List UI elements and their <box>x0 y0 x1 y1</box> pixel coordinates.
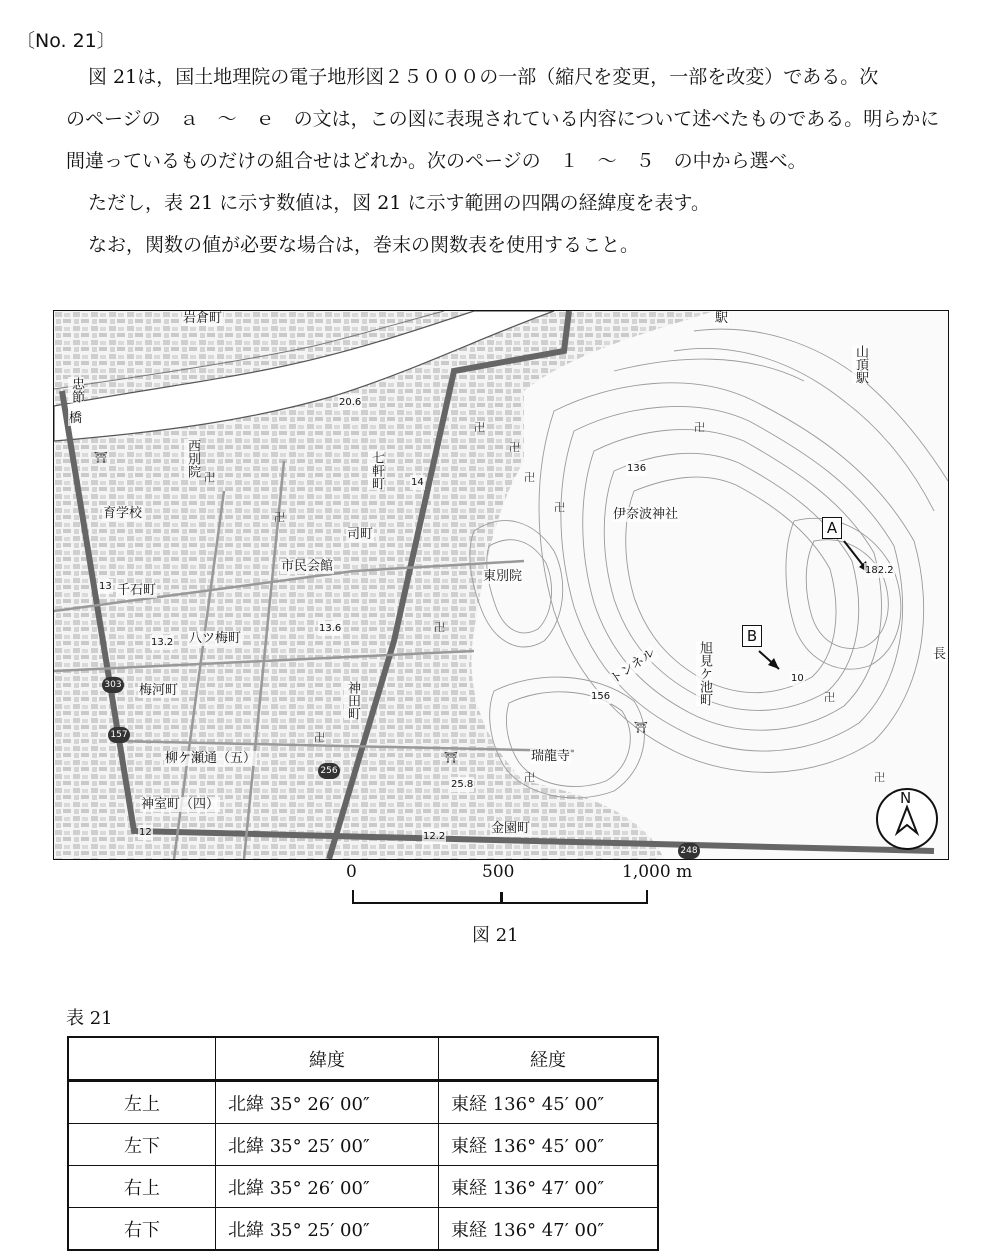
map-label-zuiryuji: 瑞龍寺 <box>531 749 571 764</box>
svg-text:卍: 卍 <box>524 471 535 484</box>
map-label-naga: 長 <box>933 647 947 662</box>
route-badge-303: 303 <box>102 677 124 693</box>
map-drawing <box>54 311 948 859</box>
elevation-136: 136 <box>627 463 647 474</box>
map-label-kinen: 金園町 <box>491 821 531 836</box>
longitude-cell: 東経 136° 47′ 00″ <box>439 1166 659 1208</box>
elevation-13-6: 13.6 <box>319 623 342 634</box>
table-header-longitude: 経度 <box>439 1037 659 1081</box>
figure-caption: 図 21 <box>472 925 519 946</box>
map-label-eki: 駅 <box>715 311 729 326</box>
table-row <box>68 1166 658 1208</box>
elevation-14: 14 <box>411 477 424 488</box>
north-label: N <box>900 789 912 807</box>
elevation-20-6: 20.6 <box>339 397 362 408</box>
corner-cell: 右下 <box>68 1208 216 1251</box>
map-label-kanda: 神田町 <box>345 681 360 720</box>
scale-label-500: 500 <box>482 862 515 882</box>
corner-cell: 右上 <box>68 1166 216 1208</box>
elevation-182-2: 182.2 <box>865 565 894 576</box>
table-caption: 表 21 <box>66 1008 113 1029</box>
longitude-cell: 東経 136° 45′ 00″ <box>439 1081 659 1124</box>
map-label-hattsume: 八ツ梅町 <box>189 631 242 646</box>
map-label-inaba-jinja: 伊奈波神社 <box>613 507 679 522</box>
map-label-shimin-kaikan: 市民会館 <box>281 559 334 574</box>
longitude-cell: 東経 136° 45′ 00″ <box>439 1124 659 1166</box>
map-label-kanmuro: 神室町（四） <box>141 797 220 812</box>
svg-text:卍: 卍 <box>434 621 445 634</box>
corner-cell: 左下 <box>68 1124 216 1166</box>
route-badge-248: 248 <box>678 843 700 859</box>
question-paragraph-2: ただし，表 21 に示す数値は，図 21 に示す範囲の四隅の経緯度を表す。 <box>88 192 710 214</box>
question-paragraph-3: なお，関数の値が必要な場合は，巻末の関数表を使用すること。 <box>88 234 640 256</box>
map-label-shichiken: 七軒町 <box>369 451 384 490</box>
svg-text:⛩: ⛩ <box>634 721 648 734</box>
latitude-cell: 北緯 35° 26′ 00″ <box>216 1166 439 1208</box>
route-badge-256: 256 <box>318 763 340 779</box>
svg-text:卍: 卍 <box>274 511 285 524</box>
table-row <box>68 1124 658 1166</box>
elevation-13: 13 <box>99 581 112 592</box>
marker-a: A <box>822 517 842 539</box>
scale-label-1000: 1,000 m <box>622 862 693 882</box>
table-header-latitude: 緯度 <box>216 1037 439 1081</box>
scale-bar-line <box>352 890 648 904</box>
latitude-cell: 北緯 35° 25′ 00″ <box>216 1124 439 1166</box>
elevation-25-8: 25.8 <box>451 779 474 790</box>
svg-text:卍: 卍 <box>204 471 215 484</box>
topographic-map <box>53 310 949 860</box>
route-badge-157: 157 <box>108 727 130 743</box>
map-label-iku-gakko: 育学校 <box>103 506 143 521</box>
table-row <box>68 1208 658 1251</box>
elevation-10: 10 <box>791 673 804 684</box>
scale-label-0: 0 <box>346 862 357 882</box>
elevation-13-2: 13.2 <box>151 637 174 648</box>
map-label-chikoku: 千石町 <box>117 583 157 598</box>
question-number: 〔No. 21〕 <box>16 30 116 52</box>
svg-text:卍: 卍 <box>314 731 325 744</box>
elevation-12-2: 12.2 <box>423 831 446 842</box>
map-label-tunnel: トンネル <box>607 645 659 688</box>
table-header-blank <box>68 1037 216 1081</box>
latitude-cell: 北緯 35° 26′ 00″ <box>216 1081 439 1124</box>
map-label-chusetsu: 忠節 <box>69 377 84 403</box>
svg-text:卍: 卍 <box>524 771 535 784</box>
map-label-umekawa: 梅河町 <box>139 683 179 698</box>
svg-text:⛩: ⛩ <box>444 751 458 764</box>
paragraph-1-line-1: 図 21は，国土地理院の電子地形図２５０００の一部（縮尺を変更，一部を改変）である。次 <box>88 66 879 88</box>
map-label-bashi: 橋 <box>69 411 83 426</box>
svg-text:卍: 卍 <box>554 501 565 514</box>
map-label-iwakura: 岩倉町 <box>183 311 223 326</box>
svg-text:卍: 卍 <box>474 421 485 434</box>
svg-text:卍: 卍 <box>694 421 705 434</box>
svg-text:卍: 卍 <box>509 441 520 454</box>
map-label-asahi: 旭見ケ池町 <box>697 641 712 706</box>
corner-cell: 左上 <box>68 1081 216 1124</box>
latitude-cell: 北緯 35° 25′ 00″ <box>216 1208 439 1251</box>
map-label-nishi-betsuin: 西別院 <box>185 439 200 478</box>
elevation-12: 12 <box>139 827 152 838</box>
svg-text:⛩: ⛩ <box>94 451 108 464</box>
map-label-higashi-betsuin: 東別院 <box>483 569 523 584</box>
table-header-row <box>68 1037 658 1081</box>
map-label-sancho-eki: 山頂駅 <box>853 345 868 384</box>
table-row <box>68 1081 658 1124</box>
elevation-156: 156 <box>591 691 611 702</box>
svg-text:卍: 卍 <box>824 691 835 704</box>
lat-lon-table <box>67 1036 659 1251</box>
scale-bar <box>340 862 720 910</box>
paragraph-1-line-3: 間違っているものだけの組合せはどれか。次のページの １ ～ ５ の中から選べ。 <box>66 150 807 172</box>
marker-b: B <box>742 625 762 647</box>
longitude-cell: 東経 136° 47′ 00″ <box>439 1208 659 1251</box>
paragraph-1-line-2: のページの ａ ～ ｅ の文は，この図に表現されている内容について述べたものである。明らかに <box>66 108 940 130</box>
map-label-yanagase: 柳ケ瀬通（五） <box>165 751 257 766</box>
question-paragraph-1 <box>66 56 966 182</box>
map-label-tsukasa: 司町 <box>347 527 374 542</box>
svg-text:卍: 卍 <box>874 771 885 784</box>
